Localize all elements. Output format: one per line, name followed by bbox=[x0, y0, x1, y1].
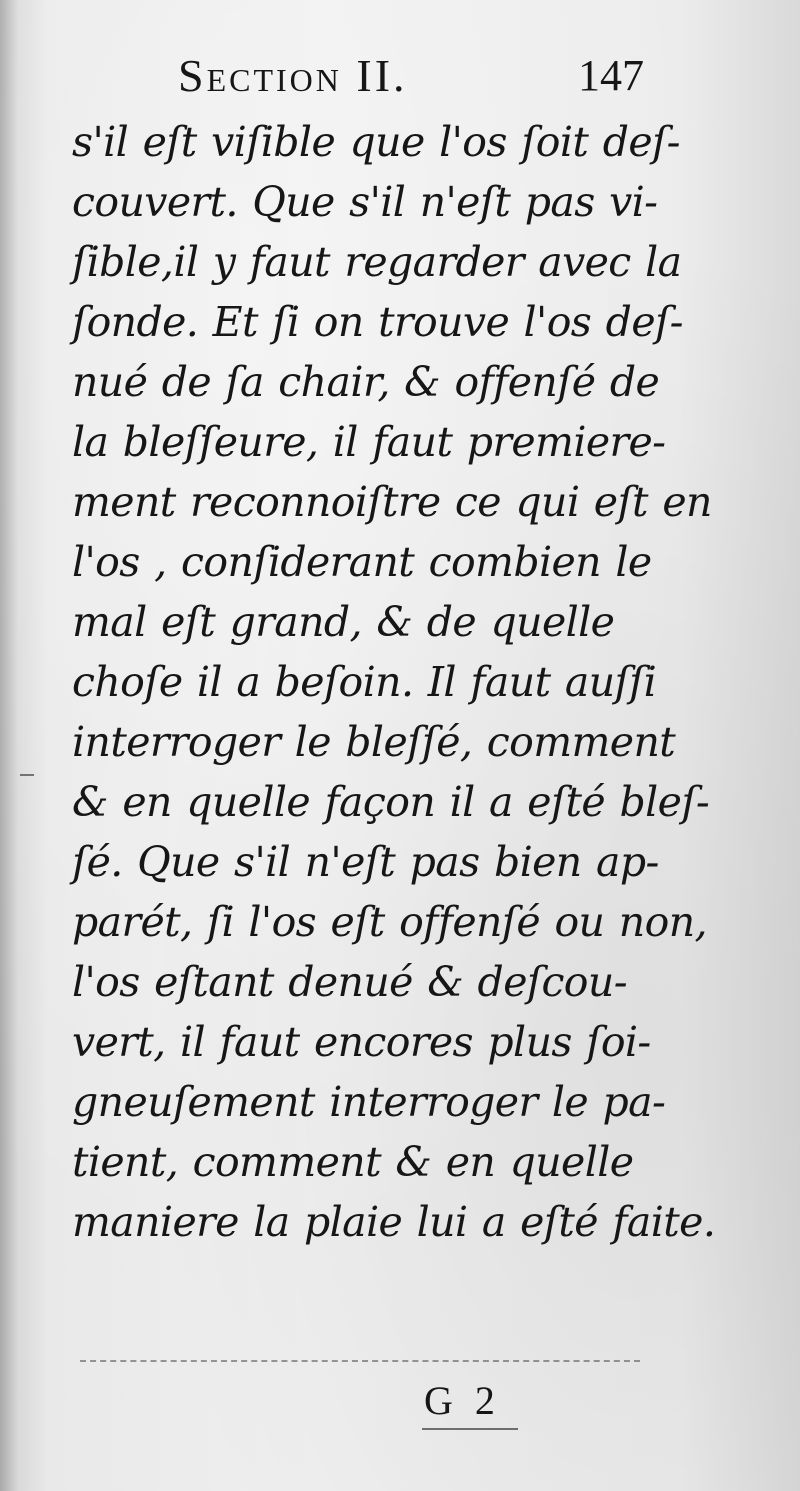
text-line: tient, comment & en quelle bbox=[72, 1138, 634, 1186]
margin-mark bbox=[20, 774, 34, 776]
section-title: Section II. bbox=[178, 50, 408, 101]
text-line: l'os , conſiderant combien le bbox=[72, 538, 652, 586]
signature-underline bbox=[422, 1428, 518, 1430]
text-line: interroger le bleſſé, comment bbox=[72, 718, 676, 766]
text-line: ſé. Que s'il n'eſt pas bien ap- bbox=[72, 838, 659, 886]
text-line: parét, ſi l'os eſt offenſé ou non, bbox=[72, 898, 707, 946]
text-line: nué de ſa chair, & offenſé de bbox=[72, 358, 660, 406]
signature-mark: G 2 bbox=[424, 1378, 501, 1423]
text-line: mal eſt grand, & de quelle bbox=[72, 598, 615, 646]
text-line: la bleſſeure, il faut premiere- bbox=[72, 418, 666, 466]
text-line: couvert. Que s'il n'eſt pas vi- bbox=[72, 178, 658, 226]
text-line: l'os eſtant denué & deſcou- bbox=[72, 958, 627, 1006]
text-line: maniere la plaie lui a eſté faite. bbox=[72, 1198, 716, 1246]
text-line: ment reconnoiſtre ce qui eſt en bbox=[72, 478, 712, 526]
page-number: 147 bbox=[578, 51, 644, 100]
text-line: & en quelle façon il a eſté bleſ- bbox=[72, 778, 710, 826]
text-line: s'il eſt viſible que l'os ſoit deſ- bbox=[72, 118, 680, 166]
text-line: ſible,il y faut regarder avec la bbox=[72, 238, 682, 286]
bottom-rule bbox=[80, 1360, 640, 1362]
text-line: vert, il faut encores plus ſoi- bbox=[72, 1018, 651, 1066]
page-gutter-shadow bbox=[0, 0, 18, 1491]
running-head bbox=[178, 46, 648, 106]
text-line: choſe il a beſoin. Il faut auſſi bbox=[72, 658, 657, 706]
text-line: gneuſement interroger le pa- bbox=[72, 1078, 666, 1126]
body-text bbox=[72, 112, 716, 1252]
text-line: ſonde. Et ſi on trouve l'os deſ- bbox=[72, 298, 683, 346]
